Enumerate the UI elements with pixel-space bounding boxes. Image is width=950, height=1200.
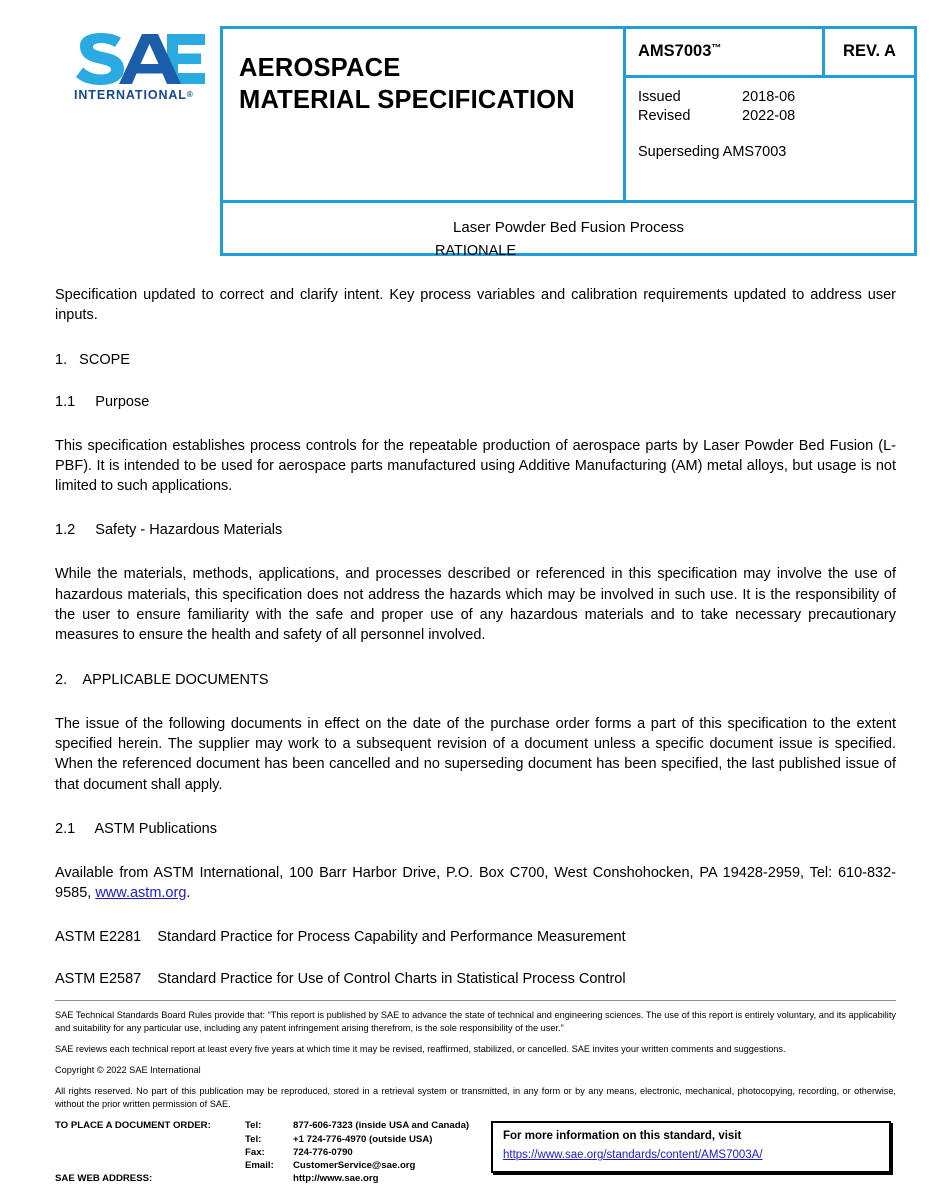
document-header [55, 26, 905, 236]
rationale-paragraph: Specification updated to correct and clarify intent. Key process variables and calibration requirements updated to address user inputs. [55, 287, 896, 324]
registered-mark-icon: ® [186, 90, 194, 99]
sae-logo-wordmark: INTERNATIONAL® [74, 88, 194, 102]
issued-label: Issued [638, 89, 681, 105]
section-heading-2-1: 2.1 ASTM Publications [55, 820, 217, 837]
revised-label: Revised [638, 108, 691, 125]
table-row [55, 1172, 469, 1185]
review-notice-text: SAE reviews each technical report at least every five years at which time it may be revised, reaffirmed, stabilized, or cancelled. SAE invites your written comments and suggestions. [55, 1044, 786, 1055]
reference-designation: ASTM E2281 [55, 929, 142, 946]
revision-cell [824, 28, 916, 77]
more-information-title: For more information on this standard, visit [503, 1130, 742, 1143]
applicable-documents-paragraph: The issue of the following documents in effect on the date of the purchase order forms a part of this specification to the extent specified herein. The supplier may work to a subsequent revision of a document unless a specific document issue is specified. When the referenced document has been cancelled and no superseding document has been specified, the last published issue of that document shall apply. [55, 715, 896, 793]
section-heading-1-1: 1.1 Purpose [55, 393, 150, 410]
more-information-box [491, 1121, 891, 1173]
title-cell [222, 28, 625, 202]
footer-divider [55, 1000, 896, 1001]
contact-label: Tel: [245, 1120, 262, 1132]
section-heading-1-2: 1.2 Safety - Hazardous Materials [55, 522, 283, 539]
superseding-text: Superseding AMS7003 [638, 143, 787, 160]
table-row [55, 1159, 469, 1172]
table-row [55, 1133, 469, 1146]
copyright-text: Copyright © 2022 SAE International [55, 1065, 201, 1076]
astm-availability-paragraph [55, 863, 896, 904]
table-row [55, 1119, 469, 1132]
section-heading-1: 1. SCOPE [55, 351, 130, 368]
trademark-icon: ™ [711, 43, 722, 54]
table-row [55, 1146, 469, 1159]
astm-availability-pre: Available from ASTM International, 100 Barr Harbor Drive, P.O. Box C700, West Conshohocken, PA 19428-2959, Tel: 610-832-9585, [55, 864, 896, 902]
contact-value: +1 724-776-4970 (outside USA) [293, 1133, 433, 1145]
document-title: AEROSPACE MATERIAL SPECIFICATION [239, 54, 575, 114]
reference-title: Standard Practice for Process Capability and Performance Measurement [157, 929, 626, 946]
revised-row [638, 107, 914, 126]
contact-label: Tel: [245, 1133, 262, 1145]
rationale-heading: RATIONALE [434, 243, 517, 259]
document-footer [55, 1000, 896, 1199]
spacer-cell [245, 1172, 293, 1185]
reference-row [55, 971, 896, 987]
order-contact-table [55, 1119, 469, 1185]
order-label: TO PLACE A DOCUMENT ORDER: [55, 1120, 211, 1132]
sae-logo-icon [73, 32, 207, 86]
dates-cell [625, 77, 916, 202]
reference-row [55, 929, 896, 945]
document-number: AMS7003™ [638, 42, 722, 60]
dates-block [626, 78, 914, 162]
contact-value: CustomerService@sae.org [293, 1160, 416, 1172]
order-info-section [55, 1119, 896, 1199]
all-rights-text: All rights reserved. No part of this publication may be reproduced, stored in a retrieval system or transmitted, in any form or by any means, electronic, mechanical, photocopying, recording, or otherwise, without the prior written permission of SAE. [55, 1086, 896, 1110]
contact-label: Fax: [245, 1146, 265, 1158]
spacer-cell [55, 1133, 245, 1146]
document-body [55, 243, 896, 1013]
board-rules-text: SAE Technical Standards Board Rules provide that: “This report is published by SAE to advance the state of technical and engineering sciences. The use of this report is entirely voluntary, and its applicability and suitability for any particular use, including any patent infringement arising therefrom, is the sole responsibility of the user.” [55, 1010, 896, 1034]
contact-label: Email: [245, 1160, 274, 1172]
section-heading-2: 2. APPLICABLE DOCUMENTS [55, 671, 269, 688]
reference-title: Standard Practice for Use of Control Charts in Statistical Process Control [157, 971, 626, 988]
purpose-paragraph: This specification establishes process controls for the repeatable production of aerospace parts by Laser Powder Bed Fusion (L-PBF). It is intended to be used for aerospace parts manufactured using Additive Manufacturing (AM) metal alloys, but usage is not limited to such applications. [55, 437, 896, 495]
astm-availability-post: . [186, 885, 191, 902]
safety-paragraph: While the materials, methods, applications, and processes described or referenced in this specification may involve the use of hazardous materials, this specification does not address the hazards which may be involved in such use. It is the responsibility of the user to ensure familiarity with the safe and proper use of any hazardous materials and to take necessary precautionary measures to ensure the health and safety of all personnel involved. [55, 566, 896, 644]
revised-value: 2022-08 [742, 108, 796, 125]
spacer-cell [55, 1146, 245, 1159]
revision-label: REV. A [843, 42, 896, 60]
document-number-cell [625, 28, 824, 77]
reference-designation: ASTM E2587 [55, 971, 142, 988]
sae-logo [73, 32, 223, 122]
document-subtitle: Laser Powder Bed Fusion Process [453, 219, 684, 236]
web-address-value: http://www.sae.org [293, 1173, 379, 1185]
more-information-inner [493, 1123, 889, 1163]
web-address-label: SAE WEB ADDRESS: [55, 1173, 153, 1185]
issued-value: 2018-06 [742, 89, 796, 105]
header-table [220, 26, 917, 256]
contact-value: 877-606-7323 (inside USA and Canada) [293, 1120, 470, 1132]
contact-value: 724-776-0790 [293, 1146, 353, 1158]
issued-row [638, 88, 914, 107]
astm-website-link[interactable]: www.astm.org [95, 885, 187, 902]
standard-url-link[interactable]: https://www.sae.org/standards/content/AMS7003A/ [503, 1149, 763, 1162]
spacer-cell [55, 1159, 245, 1172]
